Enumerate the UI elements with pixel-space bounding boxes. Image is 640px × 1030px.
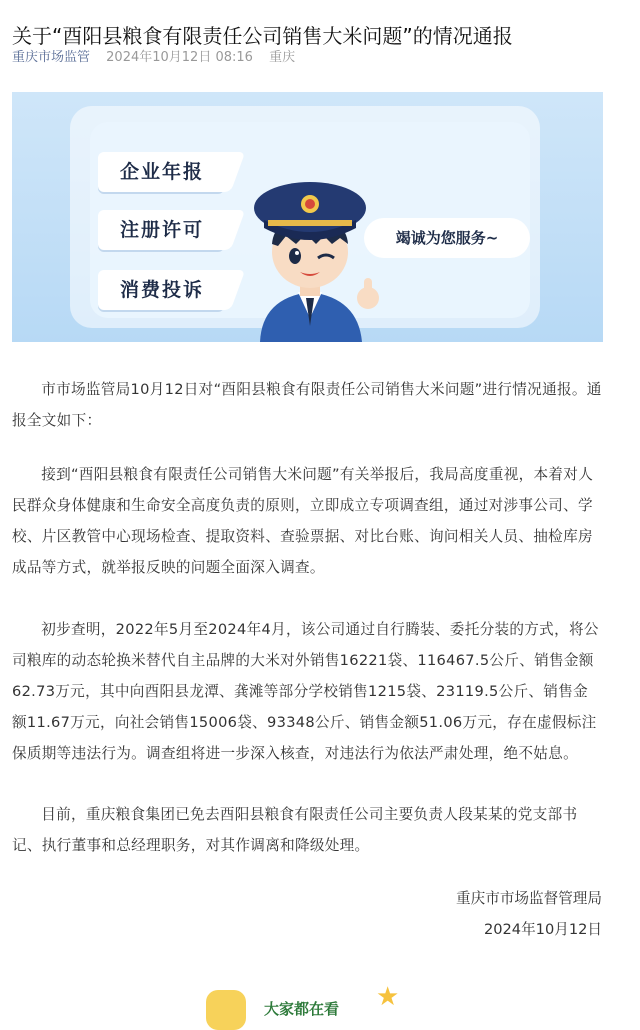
everyone-watching-section[interactable] [206,980,416,1020]
officer-mascot-icon [240,168,380,342]
banner-speech-bubble: 竭诚为您服务~ [364,218,530,258]
article-meta [12,46,295,65]
everyone-watching-label: 大家都在看 [264,1000,340,1018]
paragraph-report: 接到“酉阳县粮食有限责任公司销售大米问题”有关举报后，我局高度重视，本着对人民群众身体健康和生命安全高度负责的原则，立即成立专项调查组，通过对涉事公司、学校、片区教管中心现场检查、提取资料、查验票据、对比台账、询问相关人员、抽检库房成品等方式，就举报反映的问题全面深入调查。 [12,466,594,576]
paragraph-action: 目前，重庆粮食集团已免去酉阳县粮食有限责任公司主要负责人段某某的党支部书记、执行董事和总经理职务，对其作调离和降级处理。 [12,806,578,854]
star-icon: ★ [376,982,400,1012]
paragraph-findings: 初步查明，2022年5月至2024年4月，该公司通过自行腾装、委托分装的方式，将公司粮库的动态轮换米替代自主品牌的大米对外销售16221袋、116467.5公斤、销售金额62.73万元，其中向酉阳县龙潭、龚滩等部分学校销售1215袋、23119.5公斤、销售金额11.67万元，向社会销售15006袋、93348公斤、销售金额51.06万元，存在虚假标注保质期等违法行为。调查组将进一步深入核查，对违法行为依法严肃处理，绝不姑息。 [12,621,599,762]
publish-time: 2024年10月12日 08:16 [106,50,253,65]
publish-location: 重庆 [269,50,296,65]
banner-item-complaint: 消费投诉 [98,270,224,310]
mascot-icon [206,990,246,1030]
paragraph-intro: 市市场监管局10月12日对“酉阳县粮食有限责任公司销售大米问题”进行情况通报。通报全文如下： [12,381,602,429]
banner-item-registration: 注册许可 [98,210,224,250]
source-account-link[interactable]: 重庆市场监管 [12,50,91,65]
banner-item-annual-report: 企业年报 [98,152,224,192]
banner-image [12,92,603,342]
article-title: 关于“酉阳县粮食有限责任公司销售大米问题”的情况通报 [12,24,513,49]
signature-org: 重庆市市场监督管理局 [456,890,602,907]
signature-date: 2024年10月12日 [483,921,602,938]
